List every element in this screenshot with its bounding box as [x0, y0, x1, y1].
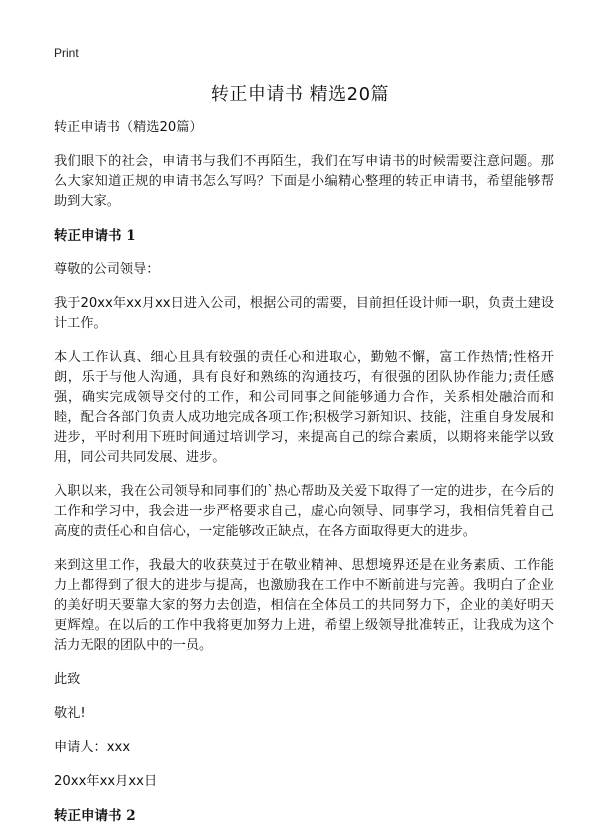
- print-link[interactable]: Print: [54, 46, 79, 60]
- document-subtitle: 转正申请书（精选20篇）: [54, 120, 203, 135]
- body-paragraph-1: 我于20xx年xx月xx日进入公司，根据公司的需要，目前担任设计师一职，负责土建设计工作。: [54, 296, 554, 331]
- body-paragraph-3: 入职以来，我在公司领导和同事们的`热心帮助及关爱下取得了一定的进步，在今后的工作和学习中，我会进一步严格要求自己，虚心向领导、同事学习，我相信凭着自己高度的责任心和自信心，一定能够改正缺点，在各方面取得更大的进步。: [54, 484, 554, 539]
- document-body: [54, 118, 554, 840]
- date-line: 20xx年xx月xx日: [54, 774, 158, 789]
- closing-line-1: 此致: [54, 672, 81, 687]
- page-title: 转正申请书 精选20篇: [210, 84, 390, 105]
- section-heading-1: 转正申请书 1: [54, 228, 136, 244]
- intro-paragraph: 我们眼下的社会，申请书与我们不再陌生，我们在写申请书的时候需要注意问题。那么大家知道正规的申请书怎么写吗？下面是小编精心整理的转正申请书，希望能够帮助到大家。: [54, 154, 554, 209]
- section-heading-2: 转正申请书 2: [54, 808, 136, 824]
- body-paragraph-4: 来到这里工作，我最大的收获莫过于在敬业精神、思想境界还是在业务素质、工作能力上都得到了很大的进步与提高，也激励我在工作中不断前进与完善。我明白了企业的美好明天要靠大家的努力去创造，相信在全体员工的共同努力下，企业的美好明天更辉煌。在以后的工作中我将更加努力上进，希望上级领导批准转正，让我成为这个活力无限的团队中的一员。: [54, 558, 554, 653]
- closing-line-2: 敬礼!: [54, 706, 86, 721]
- applicant-line: 申请人：xxx: [54, 740, 131, 755]
- body-paragraph-2: 本人工作认真、细心且具有较强的责任心和进取心，勤勉不懈，富工作热情;性格开朗，乐于与他人沟通，具有良好和熟练的沟通技巧，有很强的团队协作能力;责任感强，确实完成领导交付的工作，和公司同事之间能够通力合作，关系相处融洽而和睦，配合各部门负责人成功地完成各项工作;积极学习新知识、技能，注重自身发展和进步，平时利用下班时间通过培训学习，来提高自己的综合素质，以期将来能学以致用，同公司共同发展、进步。: [54, 350, 554, 465]
- salutation: 尊敬的公司领导：: [54, 262, 160, 277]
